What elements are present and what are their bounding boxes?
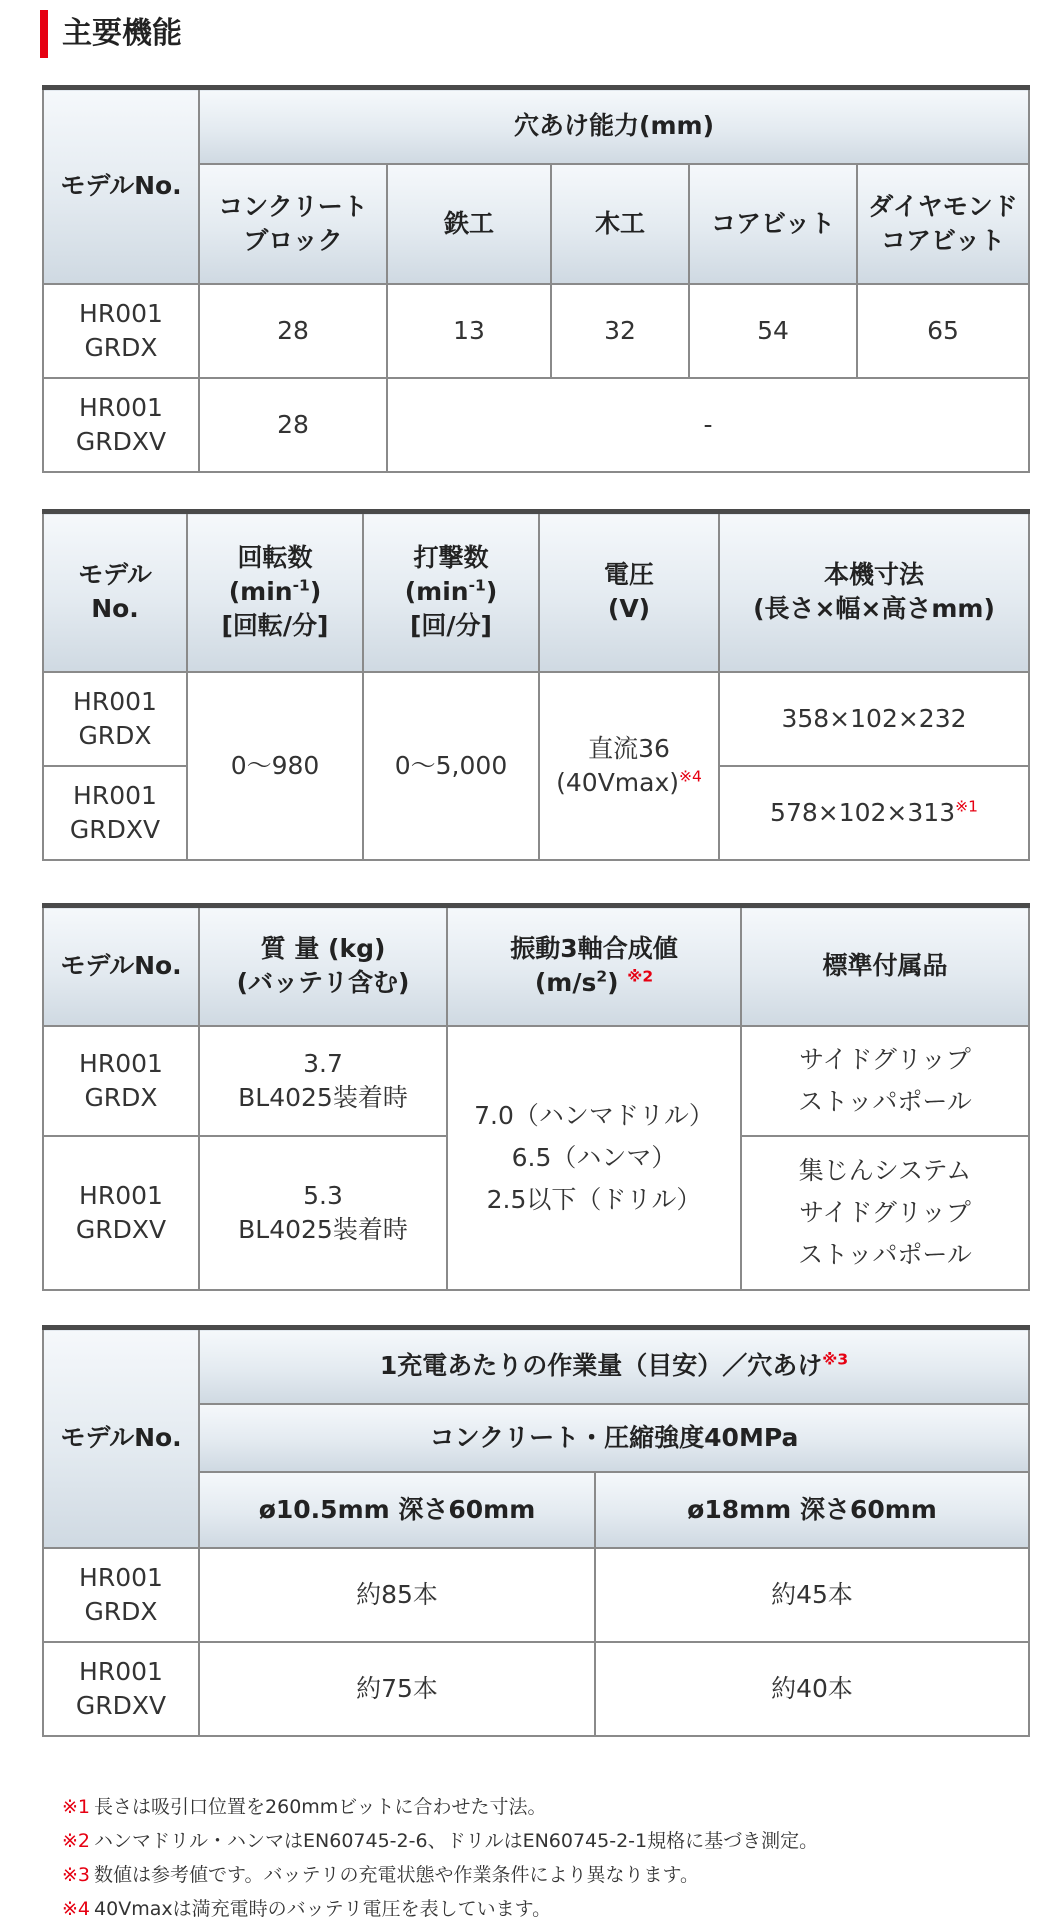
table-row xyxy=(43,1642,1029,1736)
size-header: 本機寸法 (長さ×幅×高さmm) xyxy=(719,512,1029,672)
workload-header: 1充電あたりの作業量（目安）／穴あけ$^{※3}$ xyxy=(199,1328,1029,1404)
value-cell: 54 xyxy=(689,284,857,378)
rotation-header: 回転数 $(\min^{-1})$ [回転/分] xyxy=(187,512,363,672)
capacity-table xyxy=(42,85,1030,473)
impact-value: 0～5,000 xyxy=(363,672,539,860)
footnote: ※2 ハンマドリル・ハンマはEN60745-2-6、ドリルはEN60745-2-1規格に基づき測定。 xyxy=(62,1830,819,1852)
table-row xyxy=(43,1026,1029,1136)
model-cell: HR001 GRDXV xyxy=(43,378,199,472)
mass-value: 3.7 BL4025装着時 xyxy=(199,1026,447,1136)
workload-table xyxy=(42,1325,1030,1737)
col-bit-10-5: ø10.5mm 深さ60mm xyxy=(199,1472,595,1548)
vibration-header: 振動3軸合成値 $(m/s^2)$ $^{※2}$ xyxy=(447,906,741,1026)
table-row xyxy=(43,1548,1029,1642)
value-cell-empty: - xyxy=(387,378,1029,472)
value-cell: 28 xyxy=(199,378,387,472)
mass-vibration-table xyxy=(42,903,1030,1291)
col-concrete-block: コンクリート ブロック xyxy=(199,164,387,284)
accessories-value: サイドグリップ ストッパポール xyxy=(741,1026,1029,1136)
rotation-value: 0～980 xyxy=(187,672,363,860)
voltage-header: 電圧 (V) xyxy=(539,512,719,672)
value-cell: 約75本 xyxy=(199,1642,595,1736)
model-cell: HR001 GRDX xyxy=(43,672,187,766)
value-cell: 約85本 xyxy=(199,1548,595,1642)
value-cell: 13 xyxy=(387,284,551,378)
model-header: モデルNo. xyxy=(43,88,199,284)
table-row xyxy=(43,284,1029,378)
model-cell: HR001 GRDXV xyxy=(43,1642,199,1736)
model-cell: HR001 GRDXV xyxy=(43,1136,199,1290)
concrete-strength-header: コンクリート・圧縮強度40MPa xyxy=(199,1404,1029,1472)
size-value: $578\times 102\times 313^{※1}$ xyxy=(719,766,1029,860)
footnote: ※4 40Vmaxは満充電時のバッテリ電圧を表しています。 xyxy=(62,1898,552,1920)
table-row xyxy=(43,672,1029,766)
value-cell: 約45本 xyxy=(595,1548,1029,1642)
value-cell: 65 xyxy=(857,284,1029,378)
footnotes xyxy=(62,1790,818,1926)
col-core-bit: コアビット xyxy=(689,164,857,284)
value-cell: 28 xyxy=(199,284,387,378)
mass-value: 5.3 BL4025装着時 xyxy=(199,1136,447,1290)
model-header: モデル No. xyxy=(43,512,187,672)
model-cell: HR001 GRDX xyxy=(43,1026,199,1136)
model-cell: HR001 GRDXV xyxy=(43,766,187,860)
model-header: モデルNo. xyxy=(43,906,199,1026)
model-cell: HR001 GRDX xyxy=(43,284,199,378)
page-title: 主要機能 xyxy=(40,10,182,58)
model-header: モデルNo. xyxy=(43,1328,199,1548)
col-bit-18: ø18mm 深さ60mm xyxy=(595,1472,1029,1548)
impact-header: 打撃数 $(\min^{-1})$ [回/分] xyxy=(363,512,539,672)
footnote: ※1 長さは吸引口位置を260mmビットに合わせた寸法。 xyxy=(62,1796,547,1818)
table-row xyxy=(43,378,1029,472)
size-value: 358×102×232 xyxy=(719,672,1029,766)
col-wood: 木工 xyxy=(551,164,689,284)
value-cell: 32 xyxy=(551,284,689,378)
mass-header: 質 量 (kg) (バッテリ含む) xyxy=(199,906,447,1026)
value-cell: 約40本 xyxy=(595,1642,1029,1736)
voltage-value: 直流36 $(40Vmax)^{※4}$ xyxy=(539,672,719,860)
performance-table xyxy=(42,509,1030,861)
accessories-value: 集じんシステム サイドグリップ ストッパポール xyxy=(741,1136,1029,1290)
capacity-group-header: 穴あけ能力(mm) xyxy=(199,88,1029,164)
col-diamond-core-bit: ダイヤモンド コアビット xyxy=(857,164,1029,284)
footnote: ※3 数値は参考値です。バッテリの充電状態や作業条件により異なります。 xyxy=(62,1864,699,1886)
vibration-value: 7.0（ハンマドリル） 6.5（ハンマ） 2.5以下（ドリル） xyxy=(447,1026,741,1290)
col-steel: 鉄工 xyxy=(387,164,551,284)
accessories-header: 標準付属品 xyxy=(741,906,1029,1026)
model-cell: HR001 GRDX xyxy=(43,1548,199,1642)
